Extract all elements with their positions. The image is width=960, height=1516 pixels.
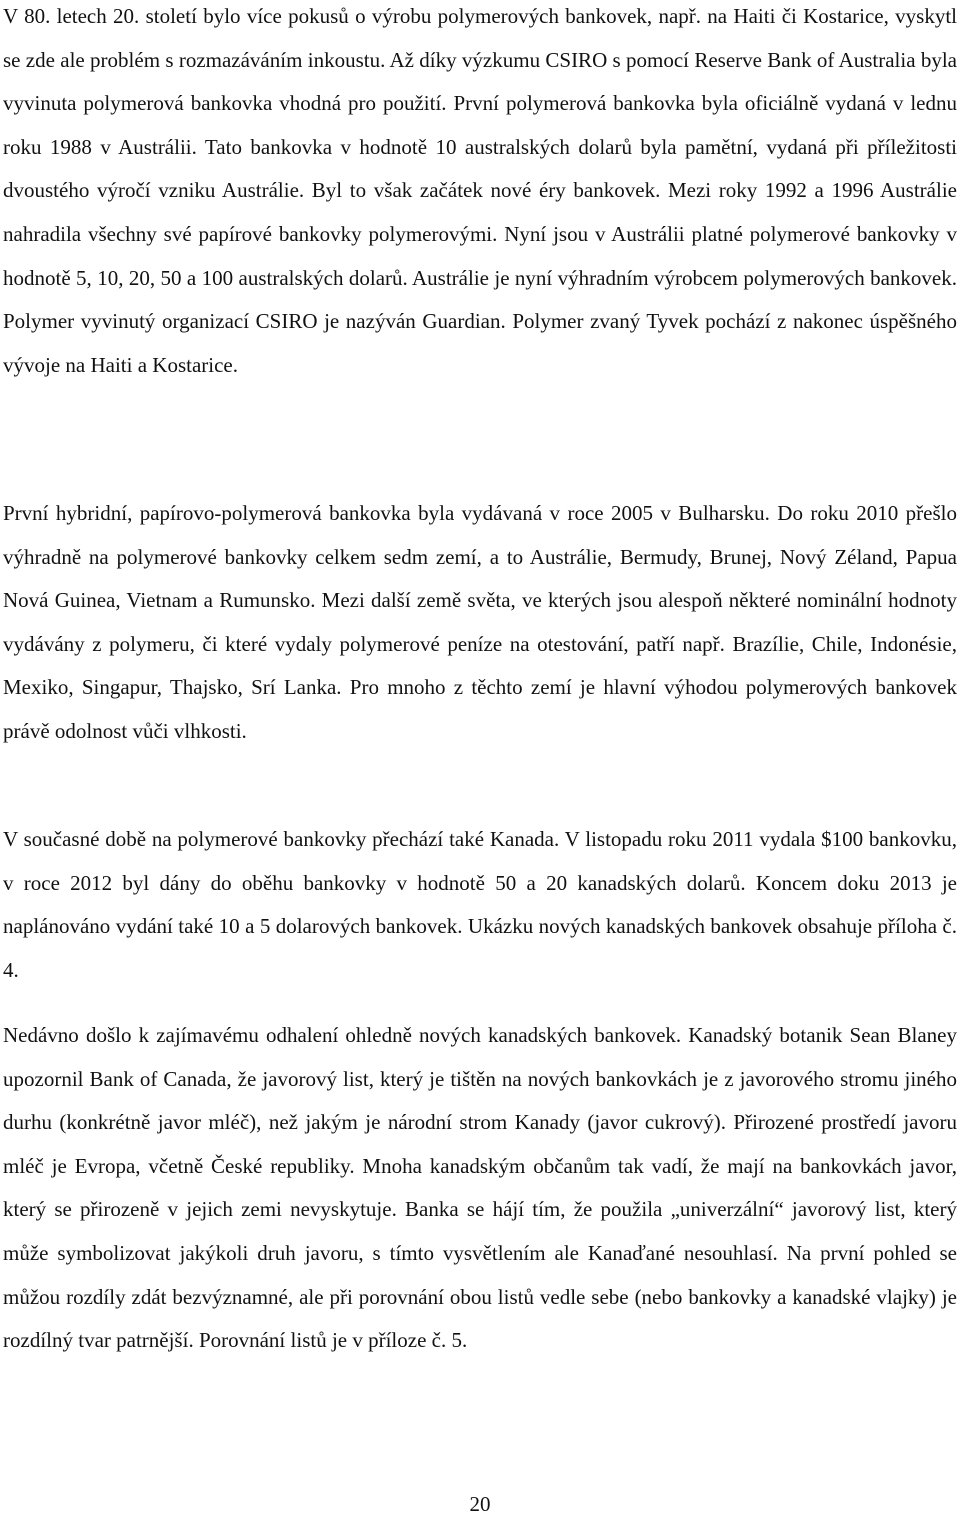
paragraph-polymer-history: V 80. letech 20. století bylo více pokusů o výrobu polymerových bankovek, např. na Haiti či Kostarice, vyskytl se zde ale problém s rozmazáváním inkoustu. Až díky výzkumu CSIRO s pomocí Reserve Bank of Australia byla vyvinuta polymerová bankovka vhodná pro použití. První polymerová bankovka byla oficiálně vydaná v lednu roku 1988 v Austrálii. Tato bankovka v hodnotě 10 australských dolarů byla pamětní, vydaná při příležitosti dvoustého výročí vzniku Austrálie. Byl to však začátek nové éry bankovek. Mezi roky 1992 a 1996 Austrálie nahradila všechny své papírové bankovky polymerovými. Nyní jsou v Austrálii platné polymerové bankovky v hodnotě 5, 10, 20, 50 a 100 australských dolarů. Austrálie je nyní výhradním výrobcem polymerových bankovek. Polymer vyvinutý organizací CSIRO je nazýván Guardian. Polymer zvaný Tyvek pochází z nakonec úspěšného vývoje na Haiti a Kostarice.	[3, 4, 957, 377]
paragraph-hybrid-banknotes: První hybridní, papírovo-polymerová bankovka byla vydávaná v roce 2005 v Bulharsku. Do roku 2010 přešlo výhradně na polymerové bankovky celkem sedm zemí, a to Austrálie, Bermudy, Brunej, Nový Zéland, Papua Nová Guinea, Vietnam a Rumunsko. Mezi další země světa, ve kterých jsou alespoň některé nominální hodnoty vydávány z polymeru, či které vydaly polymerové peníze na otestování, patří např. Brazílie, Chile, Indonésie, Mexiko, Singapur, Thajsko, Srí Lanka. Pro mnoho z těchto zemí je hlavní výhodou polymerových bankovek právě odolnost vůči vlhkosti.	[3, 501, 957, 743]
paragraph-maple-leaf: Nedávno došlo k zajímavému odhalení ohledně nových kanadských bankovek. Kanadský botanik Sean Blaney upozornil Bank of Canada, že javorový list, který je tištěn na nových bankovkách je z javorového stromu jiného durhu (konkrétně javor mléč), než jakým je národní strom Kanady (javor cukrový). Přirozené prostředí javoru mléč je Evropa, včetně České republiky. Mnoha kanadským občanům tak vadí, že mají na bankovkách javor, který se přirozeně v jejich zemi nevyskytuje. Banka se hájí tím, že použila „univerzální“ javorový list, který může symbolizovat jakýkoli druh javoru, s tímto vysvětlením ale Kanaďané nesouhlasí. Na první pohled se můžou rozdíly zdát bezvýznamné, ale při porovnání obou listů vedle sebe (nebo bankovky a kanadské vlajky) je rozdílný tvar patrnější. Porovnání listů je v příloze č. 5.	[3, 1023, 957, 1353]
page-number: 20	[469, 1492, 491, 1516]
paragraph-canada-transition: V současné době na polymerové bankovky přechází také Kanada. V listopadu roku 2011 vydala $100 bankovku, v roce 2012 byl dány do oběhu bankovky v hodnotě 50 a 20 kanadských dolarů. Koncem doku 2013 je naplánováno vydání také 10 a 5 dolarových bankovek. Ukázku nových kanadských bankovek obsahuje příloha č. 4.	[3, 827, 957, 982]
